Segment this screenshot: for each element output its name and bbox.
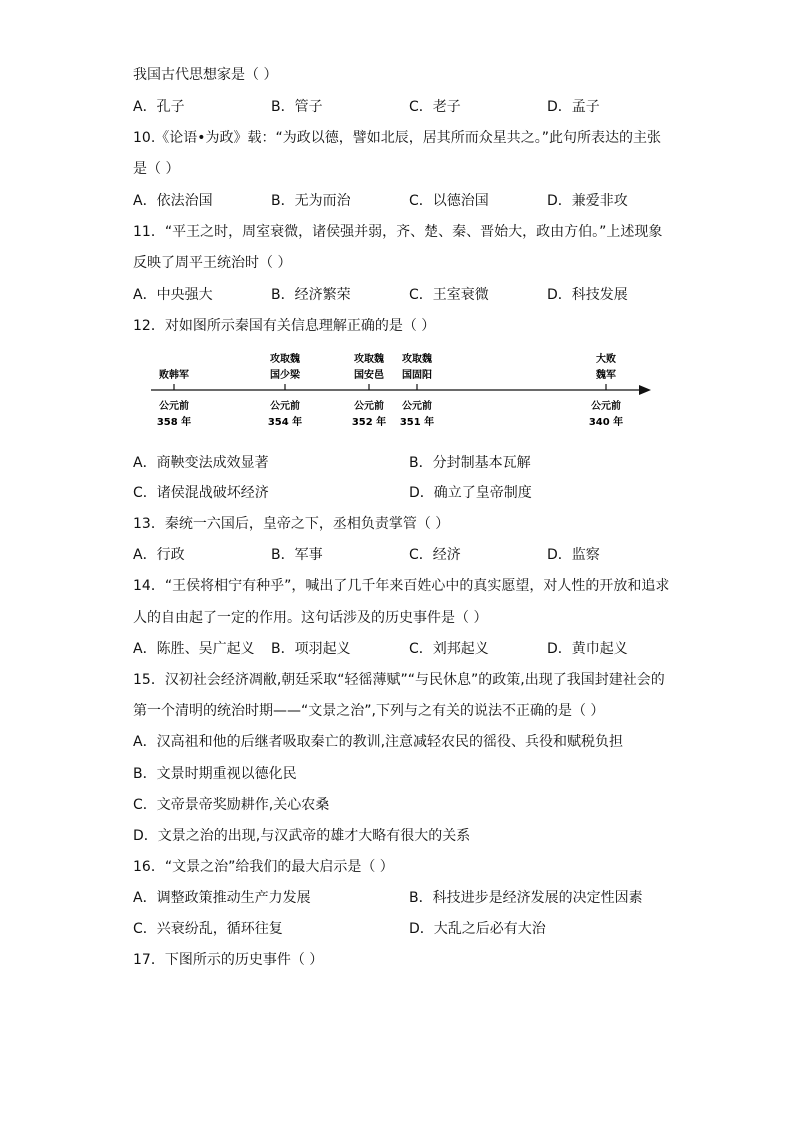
q15-option-b: B．文景时期重视以德化民 bbox=[133, 766, 297, 782]
q12-option-c: C．诸侯混战破坏经济 bbox=[133, 485, 269, 501]
q14-option-d: D．黄巾起义 bbox=[547, 641, 628, 657]
q11-option-b: B．经济繁荣 bbox=[271, 287, 351, 303]
q14-option-c: C．刘邦起义 bbox=[409, 641, 489, 657]
q9-option-a: A．孔子 bbox=[133, 99, 185, 115]
q15-stem-line1: 15．汉初社会经济凋敝,朝廷采取“轻徭薄赋”“与民休息”的政策,出现了我国封建社会的 bbox=[133, 672, 665, 688]
q11-stem-line2: 反映了周平王统治时（ ） bbox=[133, 255, 292, 271]
q16-option-a: A．调整政策推动生产力发展 bbox=[133, 890, 311, 906]
q10-stem-line2: 是（ ） bbox=[133, 161, 180, 177]
timeline-event-label-top: 攻取魏 bbox=[270, 354, 300, 365]
q10-option-c: C．以德治国 bbox=[409, 193, 489, 209]
q14-stem-line2: 人的自由起了一定的作用。这句话涉及的历史事件是（ ） bbox=[133, 610, 488, 626]
q13-option-c: C．经济 bbox=[409, 547, 461, 563]
q10-option-a: A．依法治国 bbox=[133, 193, 213, 209]
q13-option-d: D．监察 bbox=[547, 547, 600, 563]
timeline-event-label-top: 攻取魏 bbox=[354, 354, 384, 365]
timeline-event-label: 魏军 bbox=[596, 370, 616, 381]
q15-stem-line2: 第一个清明的统治时期——“文景之治”,下列与之有关的说法不正确的是（ ） bbox=[133, 703, 605, 719]
q10-option-b: B．无为而治 bbox=[271, 193, 351, 209]
q17-stem: 17．下图所示的历史事件（ ） bbox=[133, 952, 324, 968]
q9-option-c: C．老子 bbox=[409, 99, 461, 115]
timeline-event-year: 352 年 bbox=[351, 417, 387, 428]
timeline-event-year: 358 年 bbox=[156, 417, 192, 428]
q12-option-a: A．商鞅变法成效显著 bbox=[133, 455, 269, 471]
q9-stem-tail: 我国古代思想家是（ ） bbox=[133, 67, 278, 83]
timeline-event-year: 354 年 bbox=[267, 417, 303, 428]
timeline-event-label: 国少梁 bbox=[270, 370, 300, 381]
q10-option-d: D．兼爱非攻 bbox=[547, 193, 628, 209]
q16-stem: 16．“文景之治”给我们的最大启示是（ ） bbox=[133, 859, 394, 875]
q11-option-c: C．王室衰微 bbox=[409, 287, 489, 303]
timeline-figure bbox=[133, 345, 663, 435]
q15-option-d: D．文景之治的出现,与汉武帝的雄才大略有很大的关系 bbox=[133, 828, 471, 844]
timeline-event-date-prefix: 公元前 bbox=[159, 401, 189, 412]
q15-option-c: C．文帝景帝奖励耕作,关心农桑 bbox=[133, 797, 330, 813]
timeline-event-label-top: 攻取魏 bbox=[402, 354, 432, 365]
timeline-event-label: 国固阳 bbox=[402, 370, 432, 381]
q16-option-d: D．大乱之后必有大治 bbox=[409, 921, 546, 937]
timeline-event-year: 340 年 bbox=[588, 417, 624, 428]
q14-option-b: B．项羽起义 bbox=[271, 641, 351, 657]
q14-stem-line1: 14．“王侯将相宁有种乎”，喊出了几千年来百姓心中的真实愿望，对人性的开放和追求 bbox=[133, 578, 670, 594]
timeline-event-label: 败韩军 bbox=[159, 370, 189, 381]
timeline-event-date-prefix: 公元前 bbox=[402, 401, 432, 412]
q15-option-a: A．汉高祖和他的后继者吸取秦亡的教训,注意减轻农民的徭役、兵役和赋税负担 bbox=[133, 734, 624, 750]
timeline-event-label-top: 大败 bbox=[596, 354, 616, 365]
q12-option-b: B．分封制基本瓦解 bbox=[409, 455, 531, 471]
timeline-event-label: 国安邑 bbox=[354, 370, 384, 381]
q9-option-b: B．管子 bbox=[271, 99, 323, 115]
q12-option-d: D．确立了皇帝制度 bbox=[409, 485, 532, 501]
q11-option-d: D．科技发展 bbox=[547, 287, 628, 303]
timeline-event-year: 351 年 bbox=[399, 417, 435, 428]
timeline-event-date-prefix: 公元前 bbox=[270, 401, 300, 412]
timeline-event-date-prefix: 公元前 bbox=[591, 401, 621, 412]
q9-option-d: D．孟子 bbox=[547, 99, 600, 115]
q16-option-c: C．兴衰纷乱，循环往复 bbox=[133, 921, 283, 937]
q13-option-a: A．行政 bbox=[133, 547, 185, 563]
q14-option-a: A．陈胜、吴广起义 bbox=[133, 641, 255, 657]
timeline-arrowhead bbox=[639, 385, 651, 395]
q11-stem-line1: 11．“平王之时，周室衰微，诸侯强并弱，齐、楚、秦、晋始大，政由方伯。”上述现象 bbox=[133, 224, 663, 240]
timeline-event-date-prefix: 公元前 bbox=[354, 401, 384, 412]
q11-option-a: A．中央强大 bbox=[133, 287, 213, 303]
q13-option-b: B．军事 bbox=[271, 547, 323, 563]
q10-stem-line1: 10.《论语•为政》载：“为政以德，譬如北辰，居其所而众星共之。”此句所表达的主张 bbox=[133, 130, 662, 146]
q13-stem: 13．秦统一六国后，皇帝之下，丞相负责掌管（ ） bbox=[133, 516, 450, 532]
q16-option-b: B．科技进步是经济发展的决定性因素 bbox=[409, 890, 643, 906]
q12-stem: 12．对如图所示秦国有关信息理解正确的是（ ） bbox=[133, 318, 436, 334]
